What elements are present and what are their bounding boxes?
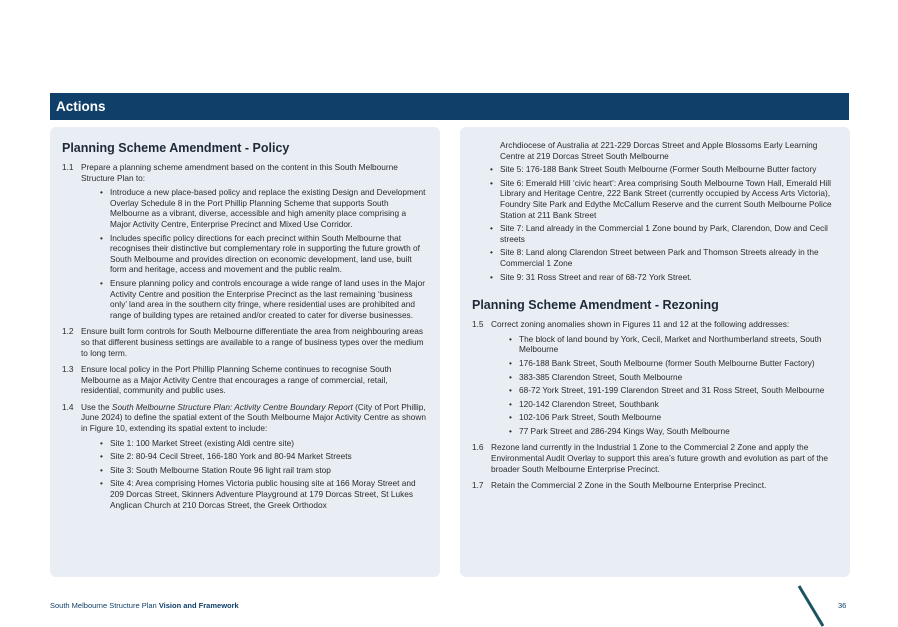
action-number: 1.3 [62, 364, 74, 375]
action-number: 1.2 [62, 326, 74, 337]
list-item: • 120-142 Clarendon Street, Southbank [509, 399, 836, 410]
list-item: • Site 1: 100 Market Street (existing Aldi centre site) [100, 438, 428, 449]
footer-section: Vision and Framework [158, 601, 239, 610]
action-1-2 [62, 326, 428, 358]
action-number: 1.5 [472, 319, 484, 330]
action-text: Ensure local policy in the Port Phillip Planning Scheme continues to recognise South Melbourne as a Major Activity Centre that encourages a range of commercial, retail, residential, community and public uses. [81, 364, 392, 396]
list-item: • Introduce a new place-based policy and replace the existing Design and Development Overlay Schedule 8 in the Port Phillip Planning Scheme that supports South Melbourne as a vibrant, diverse, accessible and high amenity place comprising a Major Activity Centre, Enterprise Precinct and Mixed Use Corridor. [100, 187, 428, 229]
action-text-post: (City of Port Phillip, June 2024) to define the spatial extent of the South Melbourne Major Activity Centre as shown in Figure 10, extending its spatial extent to include: [81, 401, 426, 434]
action-1-3 [62, 364, 428, 396]
policy-heading: Planning Scheme Amendment - Policy [62, 141, 290, 155]
list-item: • 176-188 Bank Street, South Melbourne (former South Melbourne Butter Factory) [509, 358, 836, 369]
action-text: Ensure built form controls for South Melbourne differentiate the area from neighbouring areas so that different business settings are available to a range of business types over the medium to long term. [81, 326, 424, 358]
list-item: • 77 Park Street and 286-294 Kings Way, South Melbourne [509, 426, 836, 437]
action-1-1 [62, 162, 428, 320]
rezoning-heading: Planning Scheme Amendment - Rezoning [472, 298, 719, 313]
list-item: • Site 3: South Melbourne Station Route 96 light rail tram stop [100, 465, 428, 476]
list-item: • Ensure planning policy and controls encourage a wide range of land uses in the Major Activity Centre and position the Enterprise Precinct as the last remaining ‘business only’ land area in the southern city fringe, where residential uses are prohibited and range of building types are retained and/or created to cater for diverse businesses. [100, 278, 428, 320]
right-panel [460, 127, 850, 577]
footer-title: South Melbourne Structure Plan [50, 601, 159, 610]
action-text: Retain the Commercial 2 Zone in the South Melbourne Enterprise Precinct. [491, 480, 767, 491]
report-title: South Melbourne Structure Plan: Activity Centre Boundary Report [111, 401, 353, 412]
list-item: • 68-72 York Street, 191-199 Clarendon Street and 31 Ross Street, South Melbourne [509, 385, 836, 396]
action-1-5-bullets [491, 334, 836, 437]
list-item: • Site 2: 80-94 Cecil Street, 166-180 York and 80-94 Market Streets [100, 451, 428, 462]
action-1-4-bullets [81, 438, 428, 511]
action-1-7 [472, 480, 836, 491]
action-number: 1.1 [62, 162, 74, 172]
list-item: • 102-106 Park Street, South Melbourne [509, 412, 836, 423]
footer-doc-title [50, 601, 239, 610]
list-item: • Site 4: Area comprising Homes Victoria public housing site at 166 Moray Street and 209 Dorcas Street, Skinners Adventure Playground at 179 Dorcas Street, St Lukes Anglican Church at 210 Dorcas Street, the Greek Orthodox [100, 478, 428, 510]
action-1-6 [472, 442, 836, 474]
list-item: • Site 7: Land already in the Commercial 1 Zone bound by Park, Clarendon, Dow and Cecil streets [490, 223, 836, 244]
list-item-continuation: Archdiocese of Australia at 221-229 Dorcas Street and Apple Blossoms Early Learning Centre at 219 Dorcas Street South Melbourne [500, 140, 818, 161]
action-number: 1.7 [472, 480, 484, 491]
list-item: • 383-385 Clarendon Street, South Melbourne [509, 372, 836, 383]
action-1-1-bullets [81, 187, 428, 320]
section-banner: Actions [50, 93, 849, 120]
list-item: • Includes specific policy directions for each precinct within South Melbourne that recognises their distinctive but complementary role in supporting the future growth of South Melbourne and provides direction on economic development, land use, built form and heritage, access and movement and the public realm. [100, 233, 428, 275]
list-item: • Site 6: Emerald Hill ‘civic heart’: Area comprising South Melbourne Town Hall, Emerald Hill Library and Heritage Centre, 222 Bank Street (currently occupied by Access Arts Victoria), Foundry Site Park and Edythe McCallum Reserve and the current South Melbourne Police Station at 211 Bank Street [490, 178, 836, 220]
action-number: 1.4 [62, 401, 74, 412]
list-item: • Site 5: 176-188 Bank Street South Melbourne (Former South Melbourne Butter factory [490, 164, 836, 175]
decorative-slash-icon [795, 585, 827, 627]
action-1-4 [62, 402, 428, 510]
action-1-5 [472, 319, 836, 436]
action-number: 1.6 [472, 442, 484, 453]
left-panel [50, 127, 440, 577]
list-item: • The block of land bound by York, Cecil, Market and Northumberland streets, South Melbourne [509, 334, 836, 355]
action-text: Rezone land currently in the Industrial 1 Zone to the Commercial 2 Zone and apply the Environmental Audit Overlay to support this area’s future growth and evolution as part of the broader South Melbourne Enterprise Precinct. [491, 442, 828, 474]
site-bullets [472, 140, 836, 282]
list-item: • Site 9: 31 Ross Street and rear of 68-72 York Street. [490, 272, 836, 283]
list-item: • Site 8: Land along Clarendon Street between Park and Thomson Streets already in the Commercial 1 Zone [490, 247, 836, 268]
page-number: 36 [838, 601, 847, 610]
action-text: Prepare a planning scheme amendment based on the content in this South Melbourne Structure Plan to: [81, 162, 398, 183]
action-text-pre: Use the [81, 401, 112, 412]
action-text: Correct zoning anomalies shown in Figures 11 and 12 at the following addresses: [491, 319, 790, 330]
